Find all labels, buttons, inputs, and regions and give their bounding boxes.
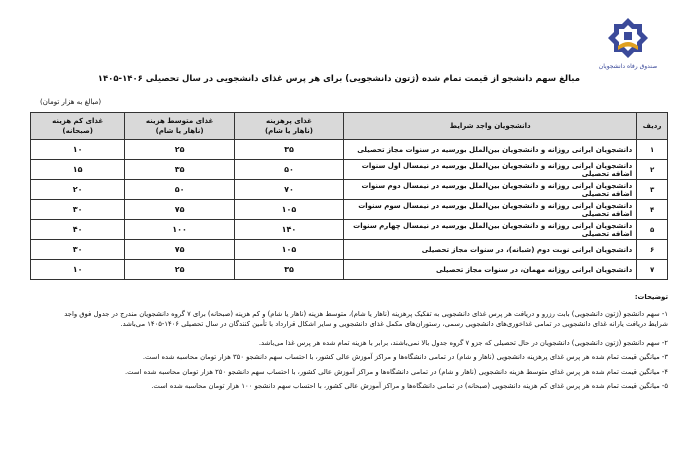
row-mid-cost: ۷۵ <box>125 240 234 260</box>
row-idx: ۲ <box>637 160 668 180</box>
page-title: مبالغ سهم دانشجو از قیمت تمام شده (ژتون دانشجویی) برای هر پرس غذای دانشجویی در سال تحصیلی ۱۴۰۶-۱۴۰۵ <box>97 74 580 84</box>
row-high-cost: ۳۵ <box>234 260 343 280</box>
row-high-cost: ۱۴۰ <box>234 220 343 240</box>
row-condition: دانشجویان ایرانی روزانه و دانشجویان بین‌الملل بورسیه در نیمسال سوم سنوات اضافه تحصیلی <box>344 200 637 220</box>
row-mid-cost: ۲۵ <box>125 260 234 280</box>
row-idx: ۳ <box>637 180 668 200</box>
header-low-cost-l2: (صبحانه) <box>62 127 93 135</box>
header-mid-cost-l1: غذای متوسط هزینه <box>145 117 214 125</box>
row-idx: ۱ <box>637 140 668 160</box>
row-high-cost: ۱۰۵ <box>234 200 343 220</box>
row-condition: دانشجویان ایرانی روزانه و دانشجویان بین‌الملل بورسیه در نیمسال اول سنوات اضافه تحصیلی <box>344 160 637 180</box>
table-row <box>31 240 668 260</box>
row-high-cost: ۳۵ <box>234 140 343 160</box>
row-mid-cost: ۲۵ <box>125 140 234 160</box>
row-mid-cost: ۱۰۰ <box>125 220 234 240</box>
note-1-line-2: شرایط دریافت یارانه غذای دانشجویی در تمامی غذاخوری‌های دانشجویی رسمی، رستوران‌های مکمل غذای دانشجویی و سایر اشکال قرارداد با تأمین کنندگان در سال تحصیلی ۱۴۰۶-۱۴۰۵ می‌باشد. <box>120 320 668 328</box>
table-row <box>31 140 668 160</box>
row-idx: ۵ <box>637 220 668 240</box>
row-condition: دانشجویان ایرانی روزانه و دانشجویان بین‌الملل بورسیه در نیمسال دوم سنوات اضافه تحصیلی <box>344 180 637 200</box>
unit-note: (مبالغ به هزار تومان) <box>40 98 102 106</box>
row-mid-cost: ۵۰ <box>125 180 234 200</box>
note-1-line-1: ۱- سهم دانشجو (ژتون دانشجویی) بابت رزرو و دریافت هر پرس غذای دانشجویی به تفکیک پرهزینه (ناهار یا شام)، متوسط هزینه (ناهار یا شام) و کم هزینه (صبحانه) برای ۷ گروه دانشجویان مندرج در جدول فوق واجد <box>64 309 668 318</box>
row-high-cost: ۵۰ <box>234 160 343 180</box>
row-low-cost: ۱۰ <box>31 140 125 160</box>
row-idx: ۴ <box>637 200 668 220</box>
row-low-cost: ۱۰ <box>31 260 125 280</box>
note-3: ۳- میانگین قیمت تمام شده هر پرس غذای پرهزینه دانشجویی (ناهار و شام) در تمامی دانشگاه‌ها و مراکز آموزش عالی کشور، با احتساب سهم دانشجو ۳۵۰ هزار تومان محاسبه شده است. <box>142 353 668 361</box>
logo-caption: صندوق رفاه دانشجویان <box>598 63 658 70</box>
row-high-cost: ۷۰ <box>234 180 343 200</box>
note-5: ۵- میانگین قیمت تمام شده هر پرس غذای کم هزینه دانشجویی (صبحانه) در تمامی دانشگاه‌ها و مراکز آموزش عالی کشور، با احتساب سهم دانشجو ۱۰۰ هزار تومان محاسبه شده است. <box>151 382 668 390</box>
note-4: ۴- میانگین قیمت تمام شده هر پرس غذای متوسط هزینه دانشجویی (ناهار و شام) در تمامی دانشگاه‌ها و مراکز آموزش عالی کشور، با احتساب سهم دانشجو ۲۵۰ هزار تومان محاسبه شده است. <box>124 367 668 376</box>
header-idx: ردیف <box>637 113 668 140</box>
row-low-cost: ۳۰ <box>31 240 125 260</box>
fee-table <box>30 112 668 280</box>
header-high-cost <box>234 113 343 140</box>
header-low-cost <box>31 113 125 140</box>
header-low-cost-l1: غذای کم هزینه <box>52 117 104 125</box>
table-row <box>31 220 668 240</box>
table-row <box>31 200 668 220</box>
header-cond: دانشجویان واجد شرایط <box>344 113 637 140</box>
table-row <box>31 260 668 280</box>
header-mid-cost <box>125 113 234 140</box>
header-high-cost-l2: (ناهار یا شام) <box>264 127 313 135</box>
row-low-cost: ۲۰ <box>31 180 125 200</box>
row-condition: دانشجویان ایرانی روزانه و دانشجویان بین‌الملل بورسیه در نیمسال چهارم سنوات اضافه تحصیلی <box>344 220 637 240</box>
header-mid-cost-l2: (ناهار یا شام) <box>155 127 204 135</box>
table-row <box>31 180 668 200</box>
row-low-cost: ۱۵ <box>31 160 125 180</box>
row-condition: دانشجویان ایرانی نوبت دوم (شبانه)، در سنوات مجاز تحصیلی <box>344 240 637 260</box>
row-condition: دانشجویان ایرانی روزانه و دانشجویان بین‌الملل بورسیه در سنوات مجاز تحصیلی <box>344 140 637 160</box>
notes-section <box>28 292 668 392</box>
row-condition: دانشجویان ایرانی روزانه مهمان، در سنوات مجاز تحصیلی <box>344 260 637 280</box>
row-idx: ۷ <box>637 260 668 280</box>
row-idx: ۶ <box>637 240 668 260</box>
table-row <box>31 160 668 180</box>
note-2: ۲- سهم دانشجو (ژتون دانشجویی) دانشجویان در حال تحصیلی که جزو ۷ گروه جدول بالا نمی‌باشند، برابر با هزینه تمام شده هر پرس غذا می‌باشد. <box>258 338 668 347</box>
row-mid-cost: ۷۵ <box>125 200 234 220</box>
row-low-cost: ۳۰ <box>31 200 125 220</box>
row-low-cost: ۴۰ <box>31 220 125 240</box>
logo <box>592 16 664 76</box>
notes-heading: توضیحات: <box>634 293 668 301</box>
header-high-cost-l1: غذای پرهزینه <box>265 117 312 125</box>
row-mid-cost: ۳۵ <box>125 160 234 180</box>
fund-logo-icon <box>606 16 650 62</box>
table-header-row <box>31 113 668 140</box>
row-high-cost: ۱۰۵ <box>234 240 343 260</box>
